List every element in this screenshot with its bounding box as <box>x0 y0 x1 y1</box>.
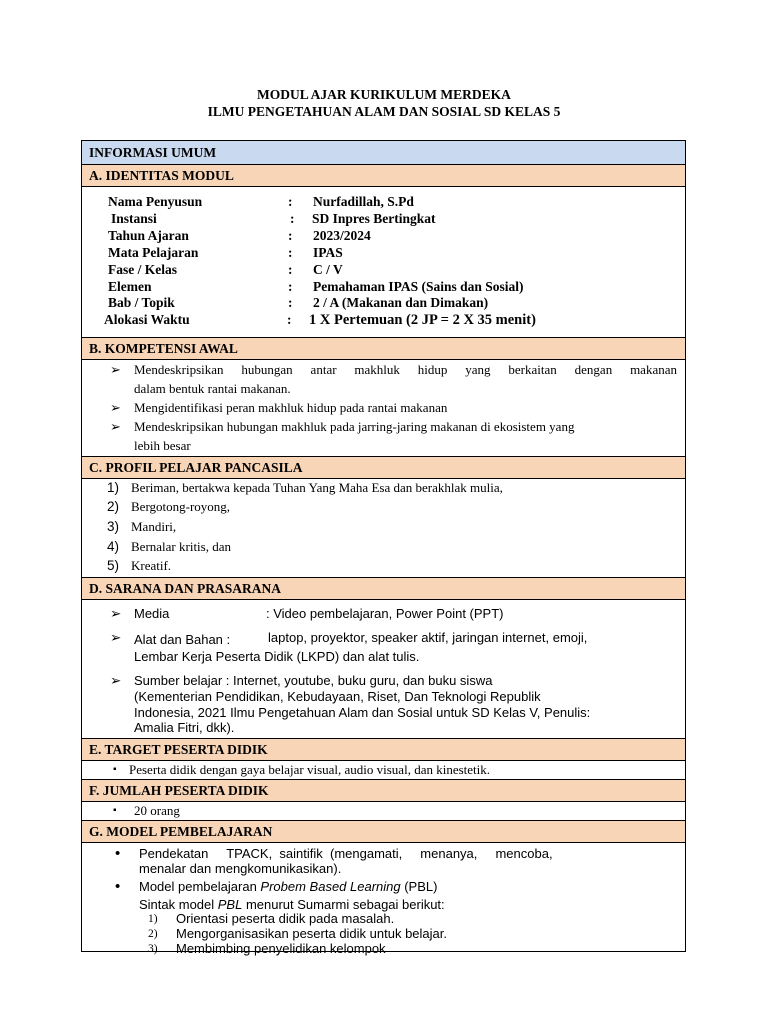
list-item-text: dalam bentuk rantai makanan. <box>134 381 291 396</box>
identitas-body <box>82 187 685 338</box>
step-number: 3) <box>148 943 158 955</box>
step-text: Mengorganisasikan peserta didik untuk belajar. <box>176 926 448 941</box>
identity-value: 2023/2024 <box>313 228 371 243</box>
model-text <box>139 878 437 896</box>
document-title <box>0 86 768 120</box>
square-bullet-icon: ▪ <box>113 764 117 775</box>
step-number: 2) <box>148 928 158 940</box>
list-item-text: Bernalar kritis, dan <box>131 539 231 554</box>
list-item-text: Mengidentifikasi peran makhluk hidup pada rantai makanan <box>134 400 448 415</box>
identity-value: Pemahaman IPAS (Sains dan Sosial) <box>313 279 524 294</box>
target-header: E. TARGET PESERTA DIDIK <box>82 739 685 761</box>
identity-colon: : <box>288 228 293 243</box>
list-item-text: Mandiri, <box>131 519 177 534</box>
sarana-header: D. SARANA DAN PRASARANA <box>82 578 685 600</box>
square-bullet-icon: ▪ <box>113 805 117 816</box>
alat-value: Lembar Kerja Peserta Didik (LKPD) dan alat tulis. <box>134 649 420 664</box>
identity-colon: : <box>287 312 292 327</box>
sumber-text: Indonesia, 2021 Ilmu Pengetahuan Alam dan Sosial untuk SD Kelas V, Penulis: <box>134 705 591 720</box>
list-item-text: Beriman, bertakwa kepada Tuhan Yang Maha Esa dan berakhlak mulia, <box>131 480 503 495</box>
sumber-text: Amalia Fitri, dkk). <box>134 720 235 735</box>
arrow-bullet-icon: ➢ <box>110 362 121 377</box>
sumber-text: Sumber belajar : Internet, youtube, buku guru, dan buku siswa <box>134 673 493 688</box>
sintak-text-italic: PBL <box>217 897 243 912</box>
identity-colon: : <box>288 262 293 277</box>
list-number: 5) <box>107 558 120 573</box>
identity-value: 1 X Pertemuan (2 JP = 2 X 35 menit) <box>309 312 536 328</box>
title-line-1: MODUL AJAR KURIKULUM MERDEKA <box>257 87 511 102</box>
identity-colon: : <box>288 194 293 209</box>
arrow-bullet-icon: ➢ <box>110 606 122 621</box>
info-umum-header: INFORMASI UMUM <box>82 141 685 165</box>
model-header: G. MODEL PEMBELAJARAN <box>82 821 685 843</box>
identity-label: Bab / Topik <box>108 295 175 310</box>
list-item-text: Kreatif. <box>131 558 172 573</box>
step-number: 1) <box>148 913 158 925</box>
kompetensi-body <box>82 360 685 457</box>
arrow-bullet-icon: ➢ <box>110 673 122 688</box>
media-value: : Video pembelajaran, Power Point (PPT) <box>266 606 504 621</box>
profil-body <box>82 479 685 578</box>
dot-bullet-icon: • <box>115 878 121 895</box>
list-number: 4) <box>107 539 120 554</box>
step-text: Orientasi peserta didik pada masalah. <box>176 911 395 926</box>
identity-label: Mata Pelajaran <box>108 245 199 260</box>
pendekatan-text: menalar dan mengkomunikasikan). <box>139 861 342 876</box>
identity-colon: : <box>288 295 293 310</box>
pendekatan-text: Pendekatan TPACK, saintifik (mengamati, menanya, mencoba, <box>139 846 553 861</box>
model-text-pre: Model pembelajaran <box>139 879 261 894</box>
module-table <box>81 140 686 956</box>
identity-label: Tahun Ajaran <box>108 228 189 243</box>
identity-value: 2 / A (Makanan dan Dimakan) <box>313 295 489 310</box>
identity-label: Elemen <box>108 279 152 294</box>
model-text-post: (PBL) <box>400 879 438 894</box>
model-body <box>82 843 685 956</box>
dot-bullet-icon: • <box>115 845 121 862</box>
identity-value: IPAS <box>313 245 343 260</box>
identity-value: SD Inpres Bertingkat <box>312 211 436 226</box>
list-item-text: Mendeskripsikan hubungan antar makhluk hidup yang berkaitan dengan makanan <box>134 362 677 377</box>
identity-colon: : <box>290 211 295 226</box>
list-number: 2) <box>107 499 120 514</box>
sintak-text-post: menurut Sumarmi sebagai berikut: <box>242 897 445 912</box>
arrow-bullet-icon: ➢ <box>110 630 122 645</box>
kompetensi-header: B. KOMPETENSI AWAL <box>82 338 685 360</box>
identity-colon: : <box>288 279 293 294</box>
identity-label: Fase / Kelas <box>108 262 177 277</box>
alat-value: laptop, proyektor, speaker aktif, jaringan internet, emoji, <box>268 630 588 645</box>
list-number: 1) <box>107 480 120 495</box>
identity-label: Nama Penyusun <box>108 194 203 209</box>
list-item-text: Bergotong-royong, <box>131 499 231 514</box>
list-item-text: Peserta didik dengan gaya belajar visual, audio visual, dan kinestetik. <box>129 762 491 777</box>
identity-value: C / V <box>313 262 343 277</box>
list-number: 3) <box>107 519 120 534</box>
identity-label: Instansi <box>111 211 157 226</box>
sumber-text: (Kementerian Pendidikan, Kebudayaan, Riset, Dan Teknologi Republik <box>134 689 541 704</box>
title-line-2: ILMU PENGETAHUAN ALAM DAN SOSIAL SD KELAS 5 <box>207 104 561 119</box>
identity-label: Alokasi Waktu <box>104 312 190 327</box>
media-label: Media <box>134 606 170 621</box>
arrow-bullet-icon: ➢ <box>110 400 121 415</box>
profil-header: C. PROFIL PELAJAR PANCASILA <box>82 457 685 479</box>
identity-colon: : <box>288 245 293 260</box>
list-item-text: 20 orang <box>134 803 180 818</box>
alat-label: Alat dan Bahan : <box>134 632 231 647</box>
identitas-header: A. IDENTITAS MODUL <box>82 165 685 187</box>
target-body <box>82 761 685 780</box>
jumlah-header: F. JUMLAH PESERTA DIDIK <box>82 780 685 802</box>
list-item-text: lebih besar <box>134 438 191 453</box>
arrow-bullet-icon: ➢ <box>110 419 121 434</box>
jumlah-body <box>82 802 685 821</box>
identity-value: Nurfadillah, S.Pd <box>313 194 414 209</box>
model-text-italic: Probem Based Learning <box>260 879 401 894</box>
sarana-body <box>82 600 685 739</box>
list-item-text: Mendeskripsikan hubungan makhluk pada jarring-jaring makanan di ekosistem yang <box>134 419 575 434</box>
sintak-text-pre: Sintak model <box>139 897 218 912</box>
step-text: Membimbing penyelidikan kelompok <box>176 941 386 956</box>
